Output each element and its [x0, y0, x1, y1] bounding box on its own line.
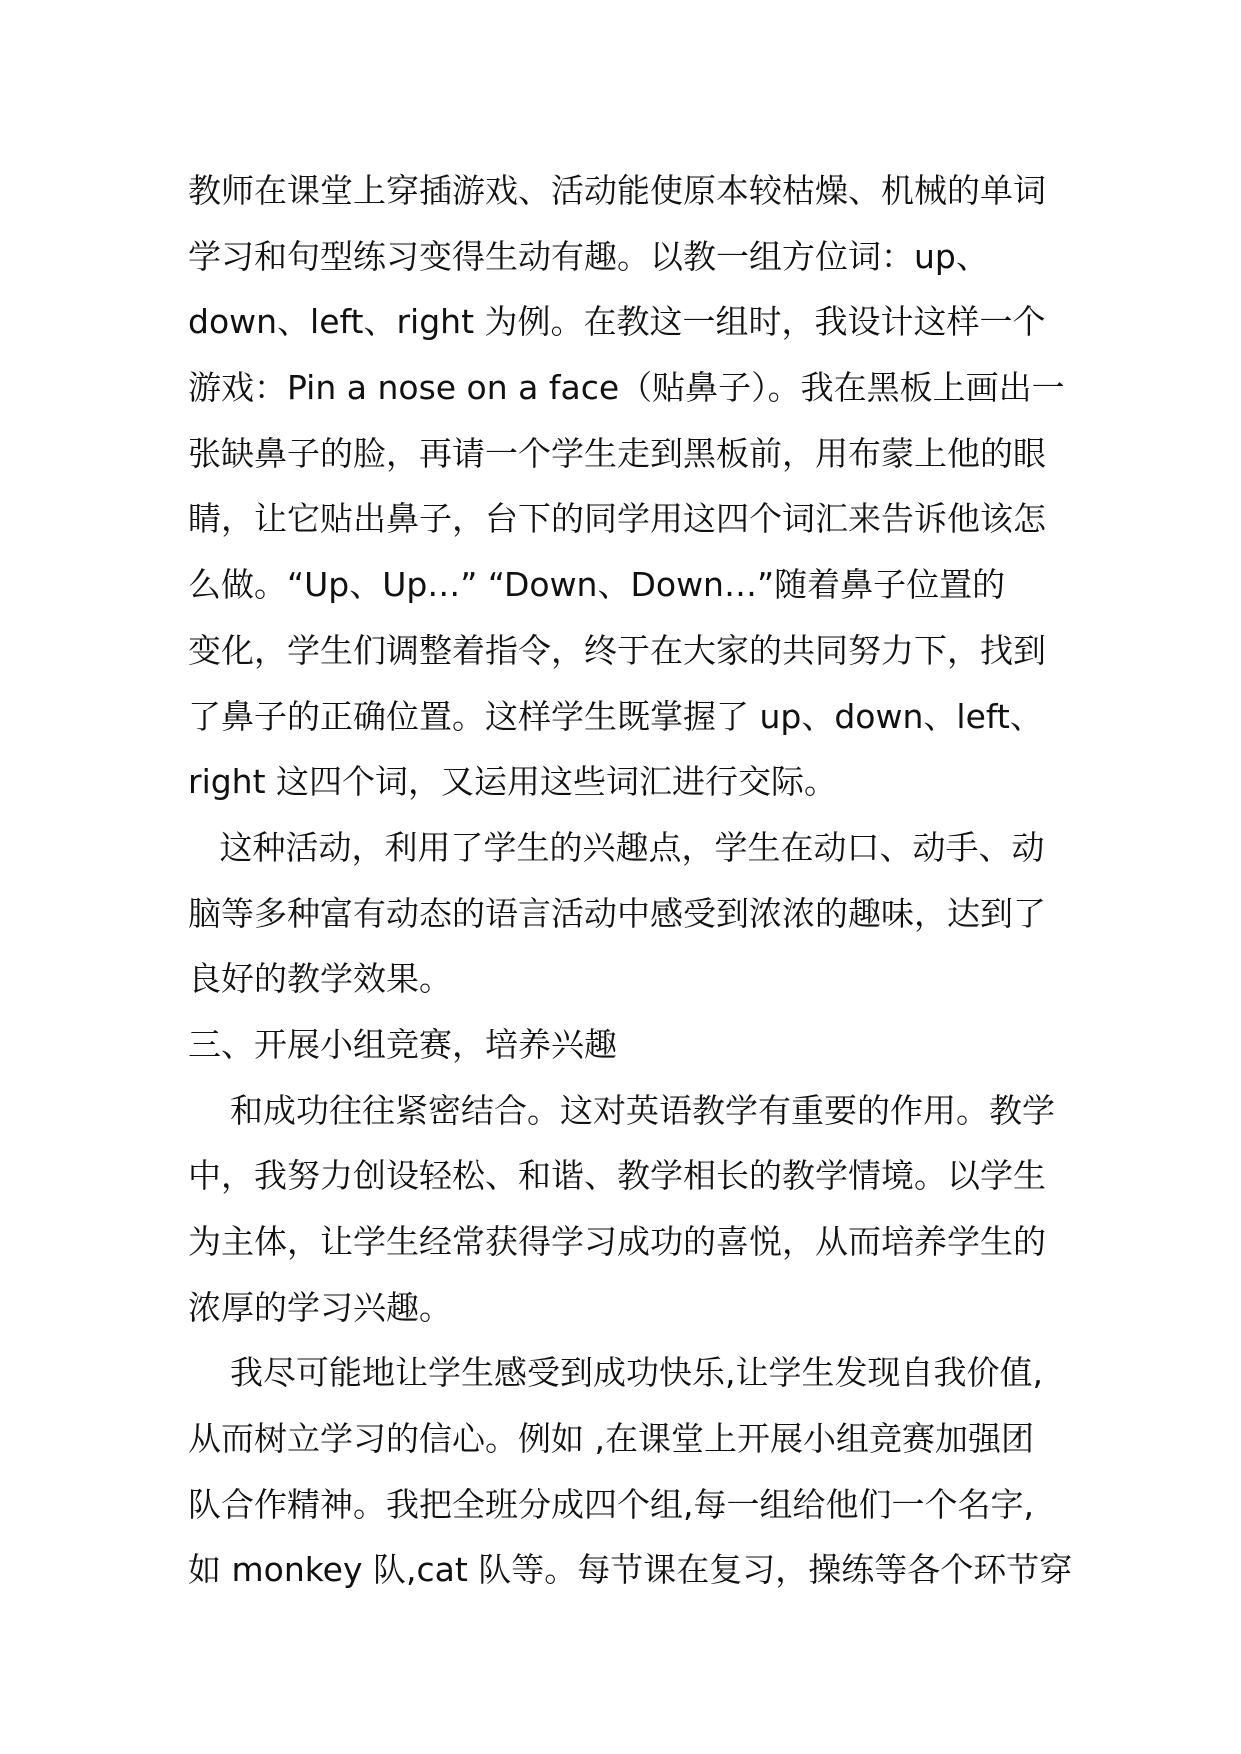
text-line: 良好的教学效果。 — [188, 959, 452, 999]
text-line: 脑等多种富有动态的语言活动中感受到浓浓的趣味，达到了 — [188, 893, 1046, 933]
text-line: 教师在课堂上穿插游戏、活动能使原本较枯燥、机械的单词 — [188, 171, 1046, 210]
text-line: 我尽可能地让学生感受到成功快乐,让学生发现自我价值, — [188, 1353, 1043, 1393]
text-line: 游戏：Pin a nose on a face（贴鼻子）。我在黑板上画出一 — [188, 368, 1065, 408]
text-line: down、left、right 为例。在教这一组时，我设计这样一个 — [188, 302, 1046, 342]
text-line: 睛，让它贴出鼻子，台下的同学用这四个词汇来告诉他该怎 — [188, 499, 1046, 539]
section-heading: 三、开展小组竞赛，培养兴趣 — [188, 1024, 617, 1064]
text-line: 从而树立学习的信心。例如 ,在课堂上开展小组竞赛加强团 — [188, 1419, 1034, 1459]
text-line: 队合作精神。我把全班分成四个组,每一组给他们一个名字, — [188, 1484, 1034, 1524]
text-line: 变化，学生们调整着指令，终于在大家的共同努力下，找到 — [188, 630, 1046, 670]
text-line: 和成功往往紧密结合。这对英语教学有重要的作用。教学 — [188, 1090, 1055, 1130]
text-line: 如 monkey 队,cat 队等。每节课在复习，操练等各个环节穿 — [188, 1550, 1073, 1590]
text-line: 张缺鼻子的脸，再请一个学生走到黑板前，用布蒙上他的眼 — [188, 433, 1046, 473]
body-text — [188, 158, 1073, 1603]
text-line: 了鼻子的正确位置。这样学生既掌握了 up、down、left、 — [188, 696, 1043, 736]
text-line: 为主体，让学生经常获得学习成功的喜悦，从而培养学生的 — [188, 1222, 1046, 1261]
text-line: right 这四个词，又运用这些词汇进行交际。 — [188, 762, 838, 802]
text-line: 学习和句型练习变得生动有趣。以教一组方位词：up、 — [188, 236, 989, 276]
text-line: 这种活动，利用了学生的兴趣点，学生在动口、动手、动 — [188, 827, 1045, 867]
text-line: 中，我努力创设轻松、和谐、教学相长的教学情境。以学生 — [188, 1156, 1046, 1196]
text-line: 么做。“Up、Up…” “Down、Down…”随着鼻子位置的 — [188, 565, 1006, 605]
text-line: 浓厚的学习兴趣。 — [188, 1287, 452, 1327]
